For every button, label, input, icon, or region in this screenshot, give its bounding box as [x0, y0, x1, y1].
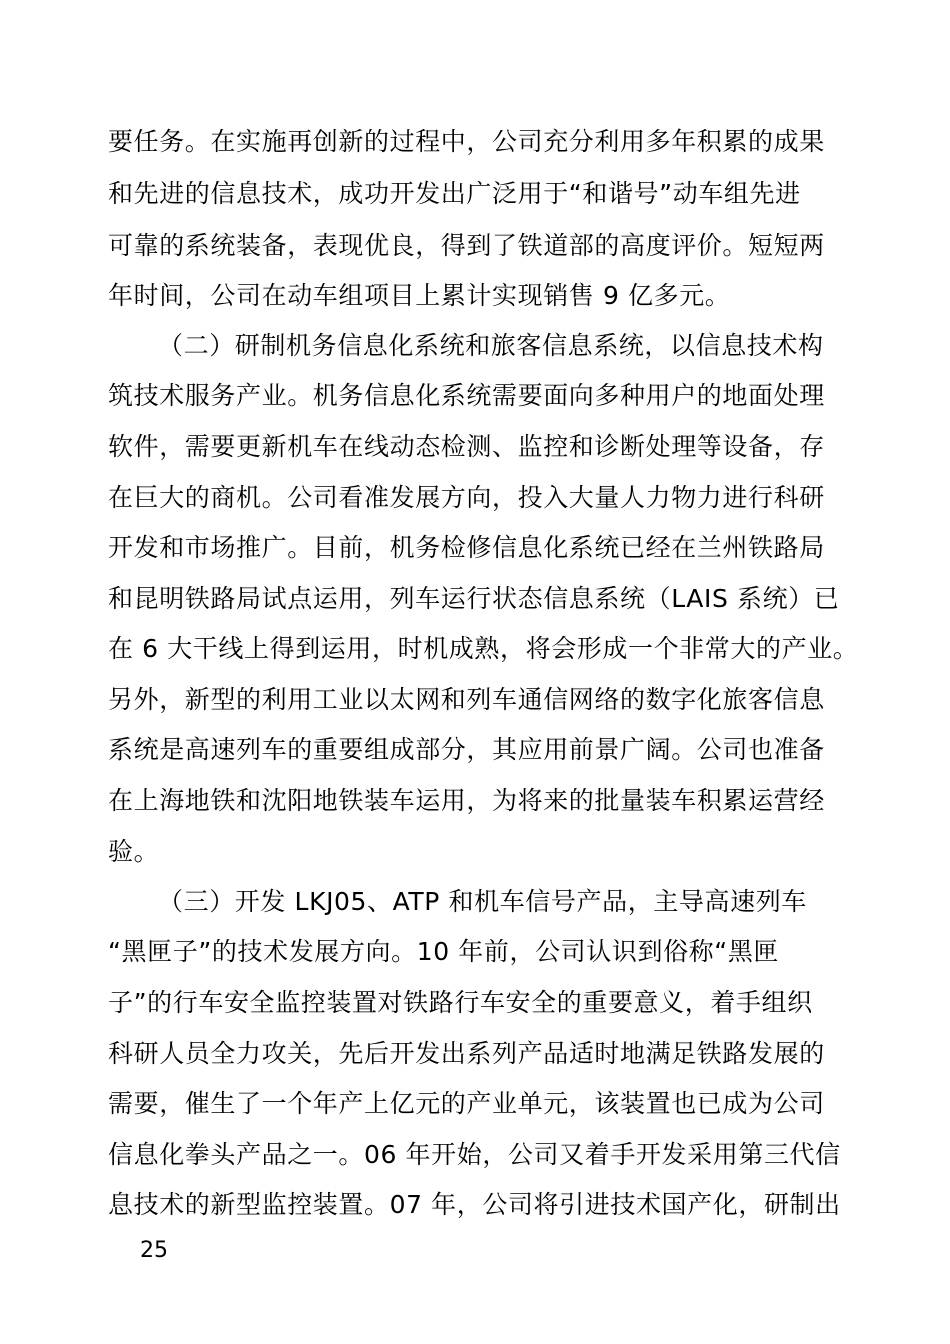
- text-line: 另外，新型的利用工业以太网和列车通信网络的数字化旅客信息: [108, 685, 825, 714]
- text-line: 在巨大的商机。公司看准发展方向，投入大量人力物力进行科研: [108, 483, 825, 512]
- text-line: 开发和市场推广。目前，机务检修信息化系统已经在兰州铁路局: [108, 533, 825, 562]
- text-line: 在上海地铁和沈阳地铁装车运用，为将来的批量装车积累运营经: [108, 786, 825, 815]
- text-line: 子”的行车安全监控装置对铁路行车安全的重要意义，着手组织: [108, 988, 813, 1017]
- text-line: 息技术的新型监控装置。07 年，公司将引进技术国产化，研制出: [108, 1190, 841, 1219]
- text-line: 验。: [108, 837, 160, 866]
- text-line: 在 6 大干线上得到运用，时机成熟，将会形成一个非常大的产业。: [108, 634, 859, 663]
- page-number: 25: [140, 1238, 168, 1263]
- text-line: 软件，需要更新机车在线动态检测、监控和诊断处理等设备，存: [108, 432, 825, 461]
- paragraph-start-line: （三）开发 LKJ05、ATP 和机车信号产品，主导高速列车: [158, 887, 807, 916]
- text-line: 可靠的系统装备，表现优良，得到了铁道部的高度评价。短短两: [108, 231, 825, 260]
- text-line: 和昆明铁路局试点运用，列车运行状态信息系统（LAIS 系统）已: [108, 584, 840, 613]
- text-line: “黑匣子”的技术发展方向。10 年前，公司认识到俗称“黑匣: [108, 937, 780, 966]
- text-line: 需要，催生了一个年产上亿元的产业单元，该装置也已成为公司: [108, 1089, 825, 1118]
- text-line: 要任务。在实施再创新的过程中，公司充分利用多年积累的成果: [108, 127, 825, 156]
- text-line: 信息化拳头产品之一。06 年开始，公司又着手开发采用第三代信: [108, 1140, 841, 1169]
- text-line: 筑技术服务产业。机务信息化系统需要面向多种用户的地面处理: [108, 381, 825, 410]
- text-line: 系统是高速列车的重要组成部分，其应用前景广阔。公司也准备: [108, 735, 825, 764]
- text-line: 和先进的信息技术，成功开发出广泛用于“和谐号”动车组先进: [108, 179, 801, 208]
- paragraph-start-line: （二）研制机务信息化系统和旅客信息系统，以信息技术构: [158, 331, 824, 360]
- text-line: 科研人员全力攻关，先后开发出系列产品适时地满足铁路发展的: [108, 1039, 825, 1068]
- text-line: 年时间，公司在动车组项目上累计实现销售 9 亿多元。: [108, 281, 731, 310]
